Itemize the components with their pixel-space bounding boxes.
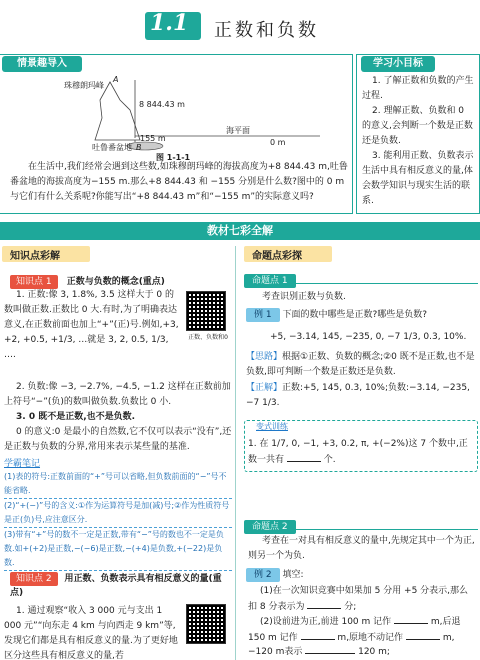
solution-tag: 【正解】 <box>246 383 283 393</box>
think-block <box>246 350 476 380</box>
ex2-q1 <box>248 584 476 615</box>
kp1-para-positive: 1. 正数:像 3, 1.8%, 3.5 这样大于 0 的数叫做正数.正数比 0 大.有时,为了明确表达意义,在正数前面也加上“+”(正)号.例如,+3, +2, +0.5, +1/3, …就是 3, 2, 0.5, 1/3, …. <box>4 290 179 360</box>
study-note: (3)带有“+”号的数不一定是正数,带有“−”号的数也不一定是负数.如+(+2)是正数,−(−6)是正数,−(+4)是负数,+(−22)是负数. <box>4 528 232 571</box>
ex2-q3-text: −120 m表示 <box>248 647 303 657</box>
answer-blank[interactable] <box>406 630 440 640</box>
ex2-q3 <box>248 644 476 660</box>
ex2-q2-mid2: m,原地不动记作 <box>337 633 404 643</box>
example-1 <box>246 308 476 323</box>
figure-caption: 图 1-1-1 <box>156 153 191 162</box>
left-label: 知识点彩解 <box>10 251 60 262</box>
page-title: 正数和负数 <box>214 20 319 41</box>
solution-block <box>246 381 476 411</box>
intro-text: 在生活中,我们经常会遇到这些数,如珠穆朗玛峰的海拔高度为+8 844.43 m,吐鲁番盆地的海拔高度为−155 m.那么+8 844.43 和 −155 分别是什么数?图中的 0 m 与它们有什么关系呢?你能写出“+8 844.43 m”和“−155 m”的实际意义吗? <box>10 162 348 202</box>
ex2-q2 <box>248 614 476 646</box>
basin-shape <box>127 142 163 150</box>
goals-label: 学习小目标 <box>361 56 435 72</box>
right-label: 命题点彩探 <box>252 251 302 262</box>
ex2-q2-tail: m, <box>442 633 455 643</box>
study-note-label: 学霸笔记 <box>4 459 41 469</box>
ex2-q2-text: (2)设前进为正,前进 100 m 记作 <box>260 617 392 627</box>
section-number: 1.1 <box>150 10 189 36</box>
qr-code-2[interactable] <box>186 604 226 644</box>
goal-item: 1. 了解正数和负数的产生过程. <box>362 76 474 101</box>
kp1-tag: 知识点 1 <box>10 275 58 289</box>
answer-blank[interactable] <box>287 452 321 462</box>
kp2-tag: 知识点 2 <box>10 572 58 586</box>
header <box>0 0 480 46</box>
kp1-para-negative: 2. 负数:像 −3, −2.7%, −4.5, −1.2 这样在正数前加上符号“−”(负)的数叫做负数.负数比 0 小. <box>4 382 231 407</box>
height-label: 8 844.43 m <box>139 100 185 109</box>
ex2-q2-mid: m,后退 150 m 记作 <box>248 617 461 643</box>
point-b: B <box>136 143 142 152</box>
minus-label: 155 m <box>140 134 166 143</box>
m1-tag-box <box>244 268 478 284</box>
goals-list <box>362 74 474 209</box>
kp2-para: 1. 通过观察“收入 3 000 元与支出 1 000 元”“向东走 4 km 与向西走 9 km”等,发现它们都是具有相反意义的量.为了更好地区分这些具有相反意义的量,若 <box>4 606 178 660</box>
variant-question <box>248 437 474 468</box>
ex2-tag: 例 2 <box>246 568 280 582</box>
m2-tag: 命题点 2 <box>244 520 296 534</box>
ex2-q1-tail: 分; <box>344 602 357 612</box>
study-note: (2)“+(−)”号的含义:①作为运算符号是加(减)号;②作为性质符号是正(负)号,应注意区分. <box>4 499 232 528</box>
m1-desc: 考查识别正数与负数. <box>262 292 346 302</box>
variant-tag: 变式训练 <box>256 422 288 431</box>
point-a: A <box>113 75 119 84</box>
ex2-q3-tail: 120 m; <box>358 647 390 657</box>
study-note: (1)表的符号:正数前面的“+”号可以省略,但负数前面的“−”号不能省略. <box>4 470 232 499</box>
m2-tag-box <box>244 514 478 530</box>
zero-label: 0 m <box>270 138 286 147</box>
answer-blank[interactable] <box>394 614 428 624</box>
m1-tag: 命题点 1 <box>244 274 296 288</box>
intro-label: 情景趣导入 <box>2 56 82 72</box>
kp1-header <box>10 269 234 289</box>
goal-item: 2. 理解正数、负数和 0 的意义,会判断一个数是正数还是负数. <box>362 106 473 146</box>
section-title: 教材七彩全解 <box>207 224 273 237</box>
kp1-title: 正数与负数的概念(重点) <box>66 277 165 287</box>
ex2-q1-text: (1)在一次知识竞赛中如果加 5 分用 +5 分表示,那么扣 8 分表示为 <box>248 586 469 612</box>
peak-label: 珠穆朗玛峰 <box>64 81 104 90</box>
kp2-header <box>10 572 234 600</box>
kp1-para-zero-meaning: 0 的意义:0 是最小的自然数,它不仅可以表示“没有”,还是正数与负数的分界,常用来表示某些量的基准. <box>4 427 232 452</box>
sea-level-label: 海平面 <box>226 126 250 135</box>
kp1-para-zero: 3. 0 既不是正数,也不是负数. <box>16 412 136 422</box>
think-text: 根据①正数、负数的概念;②0 既不是正数,也不是负数,即可判断一个数是正数还是负数. <box>246 352 475 377</box>
variant-text: 1. 在 1/7, 0, −1, +3, 0.2, π, +(−2%)这 7 个数中,正数一共有 <box>248 439 468 465</box>
m2-desc: 考查在一对具有相反意义的量中,先规定其中一个为正,则另一个为负. <box>248 536 475 561</box>
think-tag: 【思路】 <box>246 352 283 362</box>
left-column-divider <box>235 246 236 660</box>
qr-code[interactable] <box>186 291 226 331</box>
qr-caption: 正数、负数和0 <box>188 334 228 341</box>
answer-blank[interactable] <box>305 644 355 654</box>
variant-tail: 个. <box>323 455 336 465</box>
example-2 <box>246 568 476 583</box>
ex1-text: 下面的数中哪些是正数?哪些是负数? <box>282 310 428 320</box>
basin-label: 吐鲁番盆地 <box>92 143 132 152</box>
goal-item: 3. 能利用正数、负数表示生活中具有相反意义的量,体会数学知识与现实生活的联系. <box>362 151 474 206</box>
kp2-title: 用正数、负数表示具有相反意义的量(重点) <box>10 574 222 598</box>
ex2-text: 填空: <box>282 570 304 580</box>
answer-blank[interactable] <box>307 599 341 609</box>
solution-text: 正数:+5, 145, 0.3, 10%;负数:−3.14, −235, −7 1/3. <box>246 383 470 408</box>
ex1-tag: 例 1 <box>246 308 280 322</box>
answer-blank[interactable] <box>301 630 335 640</box>
study-notes <box>4 470 232 571</box>
ex1-numbers: +5, −3.14, 145, −235, 0, −7 1/3, 0.3, 10%. <box>270 332 467 342</box>
